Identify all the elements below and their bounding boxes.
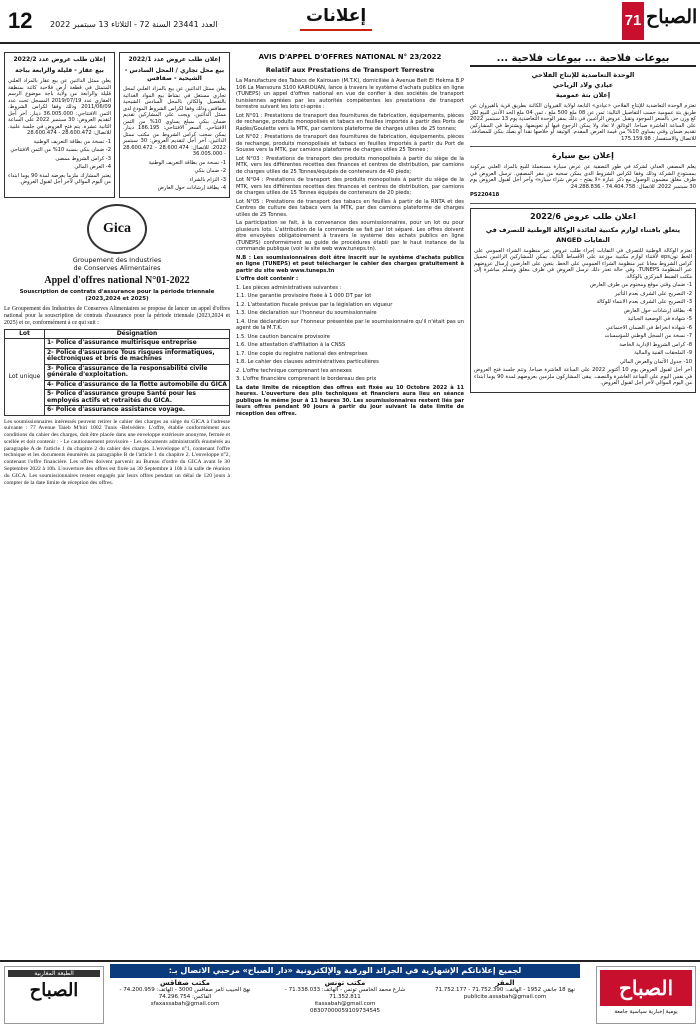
footer-logo-right [596,966,696,1024]
ad2-title: إعلان طلب عروض عدد 2022/2 [13,56,106,63]
gica-table [4,329,230,416]
gica-lot-cell: Lot unique [5,339,45,416]
left-column [4,52,230,952]
office-sfax [110,980,260,1024]
footer-banner: لجميع إعلاناتكم الإشهارية في الجرائد الورقية والإلكترونية «دار الصباح» مرحبي الاتصال بـ: [110,964,580,978]
tender-item: 4- بطاقة إرشادات حول العارض [623,307,692,314]
account-number: 08307000059109734545 [310,1008,380,1014]
offer-items-list [236,285,464,383]
footer-logo-right-name: الصباح [600,970,692,1006]
issue-info: العدد 23441 السنة 72 - الثلاثاء 13 سبتمبر 2022 [50,20,218,29]
tender-item: 2- التصريح على الشرف بعدم التأثير [614,290,692,297]
avis-closing: La date limite de réception des offres est fixée au 10 Octobre 2022 à 11 heures. L'ouverture des plis techniques et financiers aura lieu en séance publique le même jour à 11 heures 30. Les soumissionnaires restent liés par leurs offres pendant 90 jours à partir du jour suivant la date limite de réception des offres. [236,384,464,417]
footer-logo-left-sub: الطبعة المغاربية [8,970,100,977]
offer-item: 1.3. Une déclaration sur l'honneur du soumissionnaire [236,310,377,316]
footer-logo-right-sub: يومية إخبارية سياسية جامعة [614,1009,678,1015]
agri-org-3: إعلان بتة عمومية [555,91,611,99]
ad1-title: إعلان طلب عروض عدد 2022/1 [128,56,221,63]
footer-logo-left-name: الصباح [29,980,79,1001]
tender-item: 1- ضمان وقتي موقع ومختوم من طرف العارض [589,282,692,288]
tender-item: 3- التصريح على الشرف بعدم الانتماء للوكالة [596,299,692,305]
offer-item: 1.4. Une déclaration sur l'honneur présentée par le soumissionnaire qu'il n'était pas un agent de la M.T.K. [236,318,464,331]
offer-item: 1.5. Une caution bancaire provisoire [236,333,330,340]
office-tunis-title: مكتب تونس [324,979,366,987]
ad2-item: 3- كراس الشروط ممضى [55,155,111,162]
lot-item: Lot N°05 : Prestations de transport des tabacs en feuilles à partir de la RNTA et des Centres de culture des tabacs vers la MTK, par des camions plateforme de charges utiles de 25 Tonnes. [236,198,464,218]
gica-designation-cell: 3- Police d'assurance de la responsabilité civile générale d'exploitation. [45,364,230,380]
office-tunis [270,980,420,1024]
ad-2 [4,52,115,198]
avis-nb: N.B : Les soumissionnaires doit être inscrit sur le système d'achats publics en ligne (TUNEPS) et peut télécharger le cahier des charges gratuitement à partir du site web www.tuneps.tn [236,254,464,274]
agri-org-1: الوحدة التعاضدية للإنتاج الفلاحي [531,71,635,79]
lot-item: Lot N°01 : Prestations de transport des fournitures de fabrication, équipements, pièces de rechange, produits monopolisés et tabacs en feuilles importés à partir des Ports de Radès/Goulette vers la MTK, par camions plateforme de charges utiles de 25 tonnes; [236,112,464,132]
tender-body: تعتزم الوكالة الوطنية للتصرف في النفايات إجراء طلب عروض عبر منظومة الشراء العمومي على الخط تونeps لاقتناء لوازم مكتبية موزعة على الأقساط التالية. يمكن للمشاركين الراغبين تحميل كراس الشروط مجانا عبر منظومة الشراء العمومي على الخط. يتعين على العارضين إرسال عروضهم عبر المنظومة TUNEPS. وفي حالة تعذر ذلك ترسل العروض في ظرف مغلق وتسلم مباشرة إلى مكتب الضبط المركزي بالوكالة. [474,247,692,280]
gica-designation-cell: 5- Police d'assurance groupe Santé pour les employés actifs et retraités du GICA. [45,390,230,406]
car-sale-ref: PS220418 [470,192,500,198]
right-column [470,52,696,952]
middle-column [236,52,464,952]
offer-item: 2. L'offre technique comprenant les annexes [236,367,352,374]
ad1-subtitle: بيع محل تجاري / المحل السادس - الشيحية - صفاقس [124,67,225,82]
office-sfax-title: مكتب صفاقس [159,979,211,987]
gica-table-row [5,339,230,349]
ad2-note: يعتبر المشارك ملزما بعرضه لمدة 90 يوما ابتداء من اليوم الموالي لآخر أجل لقبول العروض. [8,172,111,185]
logo-name: الصباح [646,6,698,28]
office-tunis-body: شارع محمد الخامس تونس - الهاتف: 71.338.033 - 71.352.811 [284,987,406,1000]
tender-item: 6- شهادة انخراط في الضمان الاجتماعي [606,324,692,331]
gica-designation-cell: 2- Police d'assurance Tous risques informatiques, électroniques et bris de machines [45,348,230,364]
tender-item: 7- نسخة من السجل الوطني للمؤسسات [604,333,692,339]
tender-item: 5- شهادة في الوضعية الجبائية [627,316,692,322]
offer-item: 1.6. Une attestation d'affiliation à la CNSS [236,342,346,348]
office-sfax-body: نهج الحبيب ثامر صفاقس 3000 - الهاتف: 74.200.959 - الفاكس: 74.296.754 [119,987,251,1000]
tender-item: 10- جدول الأثمان والعرض المالي [619,358,692,365]
gica-logo: Gica [87,204,147,254]
tender-item: 9- الملحقات الفنية والمالية [634,350,692,356]
office-hq-email: publicite.assabah@gmail.com [463,994,547,1000]
gica-designation-cell: 1- Police d'assurance multirisque entreprise [45,339,230,349]
tender-subtitle: يتعلق باقتناء لوازم مكتبية لفائدة الوكالة الوطنية للتصرف في النفايات ANGED [485,225,681,244]
divider [470,203,696,204]
agri-org-2: عيادي ولاد الرياحي [552,81,614,89]
ad2-subtitle: بيع عقار - قليلة والرابعة بباجة [15,67,104,74]
gica-designation-cell: 4- Police d'assurance de la flotte automobile du GICA [45,380,230,390]
lots-list [236,113,464,219]
ad1-item: 1- نسخة من بطاقة التعريف الوطنية [148,159,226,166]
ad1-item: 2- ضمان بنكي [194,168,226,174]
tender-close: آخر أجل لقبول العروض يوم 10 أكتوبر 2022 على الساعة العاشرة صباحا. وتتم جلسة فتح العروض في نفس اليوم على الساعة العاشرة والنصف. يبقى المشاركون ملزمين بعروضهم لمدة 90 يوما ابتداء من اليوم الموالي لآخر أجل لقبول العروض. [474,367,692,386]
divider [470,146,696,147]
agri-body: تعتزم الوحدة التعاضدية للإنتاج الفلاحي «عيادي» التابعة لولاية القيروان الكائنة بطريق قرية بالقيروان عن طريق بتة عمومية حسب التفاصيل التالية: ثمن عن 08 ملغ 500 ملغ ، ثمن 04 ملغ الحد الأدنى للبيع لكل كغ وزن حي بالسعر الموجود وتقبل عروض الراغبين في ذلك بمقر الوحدة التعاضدية يوم 13 سبتمبر 2022 على الساعة العاشرة صباحا. الوثائق لا تعاد ولا يمكن الرجوع فيها أو تعويضها. ويشترط في المشاركين تقديم ضمان وقتي يساوي 10% من قيمة العرض المقدم. الوثيقة أو خلاصها نقدا أو بصك بنكي للمصادقة. للاتصال والاستفسار: 175.159.98 [470,103,696,142]
section-title: إعلانات [300,6,372,31]
offer-item: 1.2. L'attestation fiscale prévue par la législation en vigueur [236,301,393,308]
gica-org-1: Groupement des Industries [72,255,162,264]
ad2-item: 2- ضمان بنكي بنسبة 10% من الثمن الافتتاحي [10,147,111,153]
office-tunis-email: itassabah@gmail.com [314,1001,376,1007]
offer-item: 1. Les pièces administratives suivantes : [236,284,342,291]
avis-title: AVIS D'APPEL D'OFFRES NATIONAL N° 23/2022 [258,53,442,61]
gica-designation-cell: 6- Police d'assurance assistance voyage. [45,406,230,416]
lot-item: Lot N°02 : Prestations de transport des fournitures de fabrication, équipements, pièces de rechange, produits monopolisés et tabacs en feuilles importés à partir du Port de Sousse vers la MTK, par camions plateforme de charges utiles 25 Tonnes ; [236,134,464,153]
page-number: 12 [8,8,33,33]
offer-item: 1.7. Une copie du registre national des entreprises [236,350,368,357]
office-hq-title: المقر [495,979,515,987]
avis-subtitle: Relatif aux Prestations de Transport Terrestre [265,66,435,74]
avis-intro: La Manufacture des Tabacs de Kairouan (M.T.K), domiciliée à Avenue Beit El Hekma B.P 106 La Mansoura 3100 KAIROUAN, lance à travers le système d'achats publics en ligne (TUNEPS) un appel d'offres national en vue de confier à des sociétés de transport tunisiennes agréées par les autorités compétentes les prestations de transport terrestre suivant les lots ci-après : [236,78,464,110]
newspaper-logo [622,2,698,42]
gica-body: Les soumissionnaires intéressés peuvent retirer le cahier des charges au siège du GICA à l'adresse suivante : 77 Avenue Taieb M'hiri 1002 Tunis -Belvédère. L'offre, établie conformément aux conditions du cahier des charges, doit être placée dans une enveloppe extérieure anonyme, fermée et scellée et doit contenir : - Le cautionnement provisoire - Les documents administratifs énumérés au paragraphe A de l'article 1 du chapitre 2 du cahier des charges. L'enveloppe n°1, contenant l'offre technique et les documents énumérés au paragraphe B de l'article 1 du chapitre 2. L'enveloppe n°2, contenant l'offre financière. Les offres doivent parvenir au Bureau d'ordre du GICA avant le 30 Septembre 2022 à 10h. L'ouverture des offres est fixée au 30 Septembre à 10h à la salle de réunion du GICA. Les soumissionnaires restent engagés par leurs offres pendant un délai de 120 jours à compter de la date limite de réception des offres. [4,418,230,486]
gica-subtitle: Souscription de contrats d'assurance pour la période triennale (2023,2024 et 2025) [19,288,215,302]
ad2-body: يعلن ممثل الدائنين عن بيع عقار بالمزاد العلني المتمثل في قطعة أرض فلاحية كائنة بمنطقة قليلة والرابعة من ولاية باجة موضوع الرسم العقاري عدد 2019/07/19 المسجل تحت عدد 2011/06/09 وذلك وفقا لكراس الشروط. الثمن الافتتاحي: 36.005.000 دينار. آخر أجل لتقديم العروض: 30 سبتمبر 2022 على الساعة الثانية عشرة. يتم فتح العروض في جلسة علنية. للاتصال: 28.600.472 - 28.600.474 [8,78,111,136]
ad1-body: يعلن ممثل الدائنين عن بيع بالمزاد العلني لمحل تجاري مستغل في نشاط بيع المواد الغذائية بالتفصيل والكائن بالمحل السادس الشيحية صفاقس وذلك وفقا لكراس الشروط المودع لدى ممثل الدائنين. ويجب على المشاركين تقديم ضمان بنكي بمبلغ يساوي 10% من الثمن الافتتاحي. السعر الافتتاحي: 186.195 دينار. يمكن سحب كراس الشروط من مكتب ممثل الدائنين. آخر أجل لتقديم العروض: 30 سبتمبر 2022. للاتصال: 28.600.474 - 28.600.472 - 36.005.000 [123,86,226,157]
footer [0,960,700,1025]
ad1-item: 3- التزام بالشراء [189,176,226,183]
agri-sales-title: بيوعات فلاحية ... بيوعات فلاحية ... [470,52,696,67]
ad2-item: 4- العرض المالي [74,164,111,170]
offer-title: L'offre doit contenir : [236,276,299,282]
tender-title: اعلان طلب عروض 2022/6 [530,211,636,221]
office-hq-body: نهج 18 جانفي 1952 - الهاتف: 71.752.390 - 71.752.177 [434,987,576,993]
offer-item: 1.1. Une garantie provisoire fixée à 1 000 DT par lot [236,293,372,299]
offer-item: 1.8. Le cahier des clauses administratives particulières [236,359,379,365]
ad2-items-list [8,139,111,171]
left-top-ads [4,52,230,198]
ad-1 [119,52,230,198]
offer-item: 3. L'offre financière comprenant le bordereau des prix [236,376,377,382]
gica-col-designation: Désignation [45,329,230,339]
office-hq [430,980,580,1024]
car-sale-body: يعلم المصفي العدلي لشركة في طور التصفية عن عرض سيارة مستعملة للبيع بالمزاد العلني مركونة بمستودع الشركة وذلك وفقا لكراس الشروط الذي يمكن سحبه من مقر المصفي. ترسل العروض في ظرف مغلق مضمون الوصول مع ذكر عبارة «لا يفتح - عرض شراء سيارة» وآخر أجل لقبول العروض يوم 30 سبتمبر 2022. للاتصال: 74.404.758 - 24.288.836 [470,164,696,190]
gica-col-lot: Lot [5,329,45,339]
gica-org-2: de Conserves Alimentaires [73,263,161,272]
avis-participation: La participation se fait, à la convenance des soumissionnaires, pour un lot ou pour plusieurs lots. L'attribution de la commande se fait par lot séparé. Les offres doivent être envoyées obligatoirement à travers le système des achats publics en ligne (TUNEPS) conformément au guide de procédures établi par le haut instance de la commande publique (voir le site web www.tuneps.tn). [236,220,464,252]
gica-title: Appel d'offres national N°01-2022 [44,274,190,286]
tender-box [470,208,696,393]
lot-item: Lot N°03 : Prestations de transport des produits monopolisés à partir du siège de la MTK, vers les différentes recettes des finances et centres de distribution, par camions de charges utiles de 25 Tonnes/équipés de conteneurs de 40 pieds; [236,155,464,175]
masthead [0,0,700,44]
gica-intro: Le Groupement des Industries de Conserves Alimentaires se propose de lancer un appel d'offres national pour la souscription de contrats d'assurance pour la période triennale (2023,2024 et 2025) et ce, conformément à ce qui suit : [4,305,230,326]
office-sfax-email: sfaxassabah@gmail.com [150,1001,220,1007]
ad1-item: 4- بطاقة إرشادات حول العارض [157,185,226,191]
ad2-item: 1- نسخة من بطاقة التعريف الوطنية [33,138,111,145]
car-sale-title: إعلان بيع سيارة [552,151,614,160]
footer-logo-left [4,966,104,1024]
gica-ad [4,204,230,487]
logo-mark: 71 [622,2,644,40]
lot-item: Lot N°04 : Prestations de transport des produits monopolisés à partir du siège de la MTK, vers les différentes recettes des finances et centres de distribution, par camions de charges utiles de 15 Tonnes équipés de conteneurs de 20 pieds; [236,177,464,196]
ad1-items-list [123,160,226,192]
tender-items-list [474,282,692,365]
tender-item: 8- كراس الشروط الإدارية الخاصة [619,341,692,348]
